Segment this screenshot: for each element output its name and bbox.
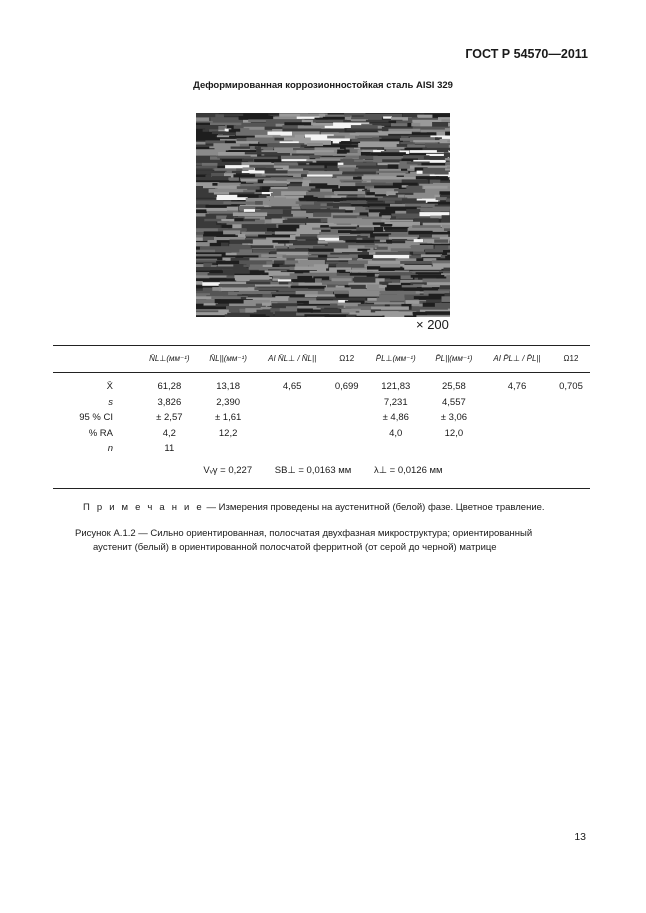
page-number: 13 xyxy=(574,831,586,843)
table-cell: ± 3,06 xyxy=(440,412,468,424)
standard-header: ГОСТ Р 54570—2011 xyxy=(465,47,588,61)
table-cell xyxy=(257,441,328,457)
table-cell: 0,705 xyxy=(559,381,583,393)
column-header: AI N̄L⊥ / N̄L|| xyxy=(268,353,317,363)
table-cell: 7,231 xyxy=(383,396,408,408)
measurement-table xyxy=(53,345,590,457)
table-cell xyxy=(328,410,366,426)
table-cell xyxy=(482,410,552,426)
table-cell: 0,699 xyxy=(334,381,359,393)
figure-caption xyxy=(75,527,585,555)
table-cell xyxy=(552,441,590,457)
table-cell: 13,18 xyxy=(216,381,241,393)
table-header-row xyxy=(53,345,590,371)
table-cell xyxy=(328,395,366,411)
note xyxy=(83,502,545,513)
table-row xyxy=(53,441,590,457)
table-cell xyxy=(257,426,328,442)
table-cell xyxy=(257,410,328,426)
note-label: П р и м е ч а н и е xyxy=(83,502,204,513)
column-header: P̄L||(мм⁻¹) xyxy=(435,353,473,363)
column-header: N̄L||(мм⁻¹) xyxy=(209,353,247,363)
note-text: — Измерения проведены на аустенитной (белой) фазе. Цветное травление. xyxy=(203,502,545,513)
column-header: Ω12 xyxy=(563,353,579,363)
row-label: s xyxy=(108,396,113,408)
column-header: Ω12 xyxy=(339,353,355,363)
table-row xyxy=(53,426,590,442)
table-cell: 12,0 xyxy=(444,427,464,439)
sb-stat: SB⊥ = 0,0163 мм xyxy=(274,465,352,476)
table-cell: 25,58 xyxy=(442,381,466,393)
summary-stats xyxy=(0,465,646,476)
table-cell: 121,83 xyxy=(381,381,411,393)
caption-line-2: аустенит (белый) в ориентированной полосчатой ферритной (от серой до черной) матрице xyxy=(93,542,497,553)
vv-stat: Vᵥγ = 0,227 xyxy=(203,465,253,476)
row-label: 95 % CI xyxy=(79,412,113,424)
table-cell xyxy=(482,395,552,411)
table-cell xyxy=(328,441,366,457)
table-cell: ± 1,61 xyxy=(214,412,242,424)
table-row xyxy=(53,395,590,411)
table-cell xyxy=(482,426,552,442)
table-cell xyxy=(257,395,328,411)
table-row xyxy=(53,379,590,395)
table-cell xyxy=(552,395,590,411)
table-cell: 11 xyxy=(164,443,175,455)
column-header: P̄L⊥(мм⁻¹) xyxy=(375,353,416,363)
lambda-stat: λ⊥ = 0,0126 мм xyxy=(373,465,443,476)
table-cell xyxy=(328,426,366,442)
table-cell xyxy=(552,426,590,442)
row-label: X̄ xyxy=(106,381,113,393)
table-cell: 4,0 xyxy=(389,427,403,439)
table-cell: ± 2,57 xyxy=(156,412,183,424)
table-cell: 4,65 xyxy=(282,381,302,393)
table-cell xyxy=(426,441,482,457)
column-header: AI P̄L⊥ / P̄L|| xyxy=(493,353,541,363)
table-cell xyxy=(366,441,426,457)
table-cell: 2,390 xyxy=(216,396,241,408)
magnification-label: × 200 xyxy=(416,317,449,332)
row-label: n xyxy=(107,443,113,455)
row-label: % RA xyxy=(88,427,113,439)
table-cell xyxy=(200,441,257,457)
table-cell: 4,76 xyxy=(507,381,527,393)
column-header: N̄L⊥(мм⁻¹) xyxy=(149,353,190,363)
micrograph-image xyxy=(196,113,450,317)
figure-title: Деформированная коррозионностойкая сталь AISI 329 xyxy=(193,80,453,91)
table-cell xyxy=(482,441,552,457)
table-cell: 4,2 xyxy=(162,427,176,439)
table-cell: 4,557 xyxy=(442,396,466,408)
table-cell xyxy=(552,410,590,426)
table-cell: ± 4,86 xyxy=(382,412,409,424)
table-row xyxy=(53,410,590,426)
column-header xyxy=(53,345,139,371)
table-cell: 12,2 xyxy=(218,427,238,439)
table-cell: 61,28 xyxy=(157,381,182,393)
caption-line-1: Рисунок А.1.2 — Сильно ориентированная, полосчатая двухфазная микроструктура; ориентированный xyxy=(75,528,533,539)
table-cell: 3,826 xyxy=(157,396,182,408)
table-bottom-rule xyxy=(53,488,590,489)
